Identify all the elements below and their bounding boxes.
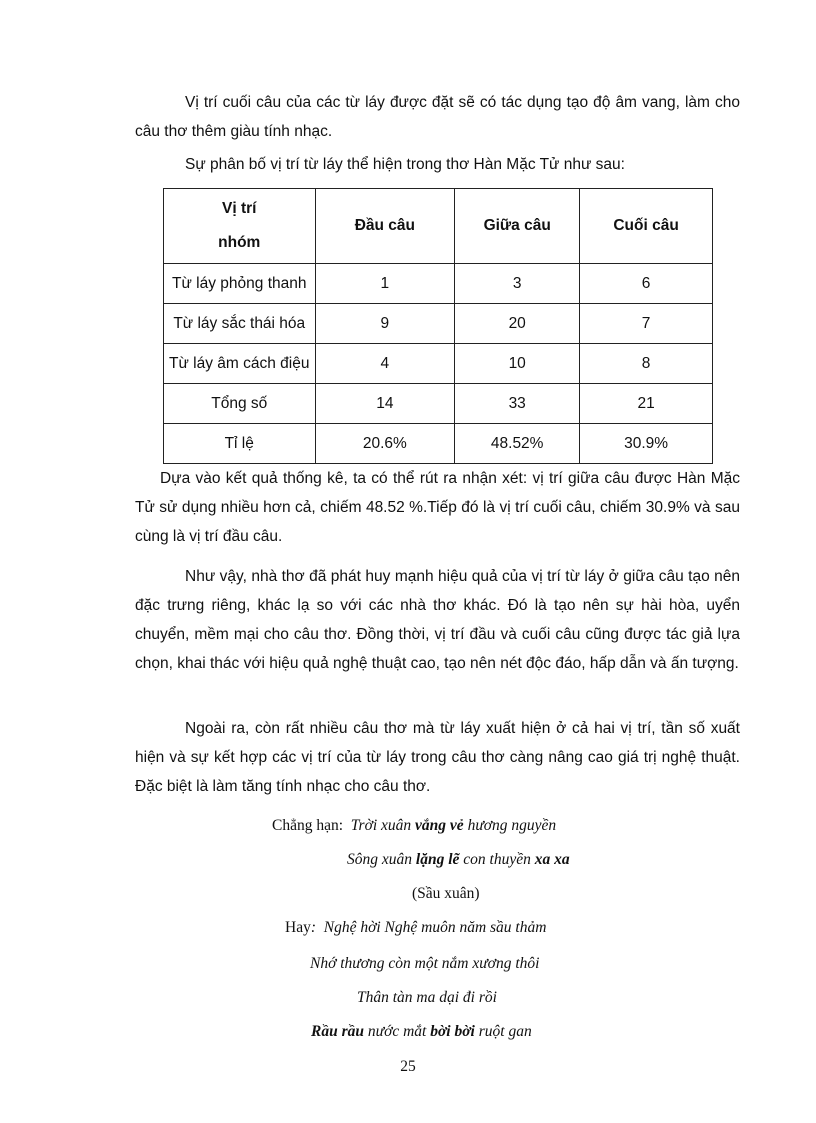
row-label: Từ láy phỏng thanh (164, 264, 316, 304)
poem-reduplicative-word: Rầu rầu (311, 1023, 364, 1040)
paragraph-2: Sự phân bố vị trí từ láy thể hiện trong thơ Hàn Mặc Tử như sau: (185, 156, 625, 173)
table-row (164, 384, 713, 424)
paragraph-4: Như vậy, nhà thơ đã phát huy mạnh hiệu quả của vị trí từ láy ở giữa câu tạo nên đặc trưng riêng, khác lạ so với các nhà thơ khác. Đó là tạo nên sự hài hòa, uyển chuyển, mềm mại cho câu thơ. Đồng thời, vị trí đầu và cuối câu cũng được tác giả lựa chọn, khai thác với hiệu quả nghệ thuật cao, tạo nên nét độc đáo, hấp dẫn và ấn tượng. (135, 568, 740, 672)
poem-reduplicative-word: bời bời (430, 1023, 475, 1040)
distribution-table (163, 188, 713, 464)
table-row (164, 344, 713, 384)
cell-value: 8 (580, 344, 713, 384)
header-giua-cau: Giữa câu (455, 189, 580, 264)
poem-text: Trời xuân (350, 817, 416, 834)
table-row (164, 424, 713, 464)
corner-bottom-label: nhóm (218, 234, 261, 251)
cell-value: 9 (315, 304, 455, 344)
table-row (164, 304, 713, 344)
paragraph-3: Dựa vào kết quả thống kê, ta có thể rút ra nhận xét: vị trí giữa câu được Hàn Mặc Tử sử dụng nhiều hơn cả, chiếm 48.52 %.Tiếp đó là vị trí cuối câu, chiếm 30.9% và sau cùng là vị trí đầu câu. (135, 470, 740, 545)
poem-line-3 (285, 918, 546, 938)
table-header-row (164, 189, 713, 264)
poem-text: hương nguyền (463, 817, 557, 834)
header-dau-cau: Đầu câu (315, 189, 455, 264)
cell-value: 6 (580, 264, 713, 304)
poem-text: Nhớ thương còn một nắm xương thôi (310, 955, 540, 972)
cell-value: 10 (455, 344, 580, 384)
cell-value: 1 (315, 264, 455, 304)
poem-line-5 (357, 988, 497, 1008)
corner-top-label: Vị trí (222, 200, 257, 217)
cell-value: 3 (455, 264, 580, 304)
poem-line-2 (347, 850, 570, 870)
row-label: Từ láy sắc thái hóa (164, 304, 316, 344)
poem-text: Nghệ hời Nghệ muôn năm sầu thảm (323, 919, 547, 936)
header-cuoi-cau: Cuối câu (580, 189, 713, 264)
poem-reduplicative-word: xa xa (534, 851, 570, 868)
paragraph-5: Ngoài ra, còn rất nhiều câu thơ mà từ láy xuất hiện ở cả hai vị trí, tần số xuất hiện và sự kết hợp các vị trí của từ láy trong câu thơ càng nâng cao giá trị nghệ thuật. Đặc biệt là làm tăng tính nhạc cho câu thơ. (135, 720, 740, 795)
poem-text: nước mắt (364, 1023, 431, 1040)
poem-intro: Chẳng hạn: (272, 817, 344, 834)
cell-value: 30.9% (580, 424, 713, 464)
poem-line-1 (272, 816, 556, 836)
poem-text: Thân tàn ma dại đi rồi (357, 989, 497, 1006)
poem-text: Sông xuân (347, 851, 416, 868)
cell-value: 20.6% (315, 424, 455, 464)
row-label: Từ láy âm cách điệu (164, 344, 316, 384)
poem-colon: : (310, 919, 316, 936)
poem-text: con thuyền (459, 851, 535, 868)
poem-reduplicative-word: vắng vẻ (415, 817, 464, 834)
page-number: 25 (400, 1058, 416, 1075)
cell-value: 4 (315, 344, 455, 384)
cell-value: 21 (580, 384, 713, 424)
cell-value: 33 (455, 384, 580, 424)
row-label: Tổng số (164, 384, 316, 424)
table-row (164, 264, 713, 304)
row-label: Tỉ lệ (164, 424, 316, 464)
cell-value: 48.52% (455, 424, 580, 464)
poem-intro: Hay (285, 919, 311, 936)
table-corner-cell (164, 189, 316, 264)
poem-reduplicative-word: lặng lẽ (415, 851, 460, 868)
cell-value: 20 (455, 304, 580, 344)
poem-line-4 (310, 954, 539, 974)
poem-source: (Sầu xuân) (412, 885, 480, 902)
poem-text: ruột gan (474, 1023, 532, 1040)
paragraph-1: Vị trí cuối câu của các từ láy được đặt sẽ có tác dụng tạo độ âm vang, làm cho câu thơ thêm giàu tính nhạc. (135, 94, 740, 140)
cell-value: 7 (580, 304, 713, 344)
poem-line-6 (311, 1022, 532, 1042)
cell-value: 14 (315, 384, 455, 424)
